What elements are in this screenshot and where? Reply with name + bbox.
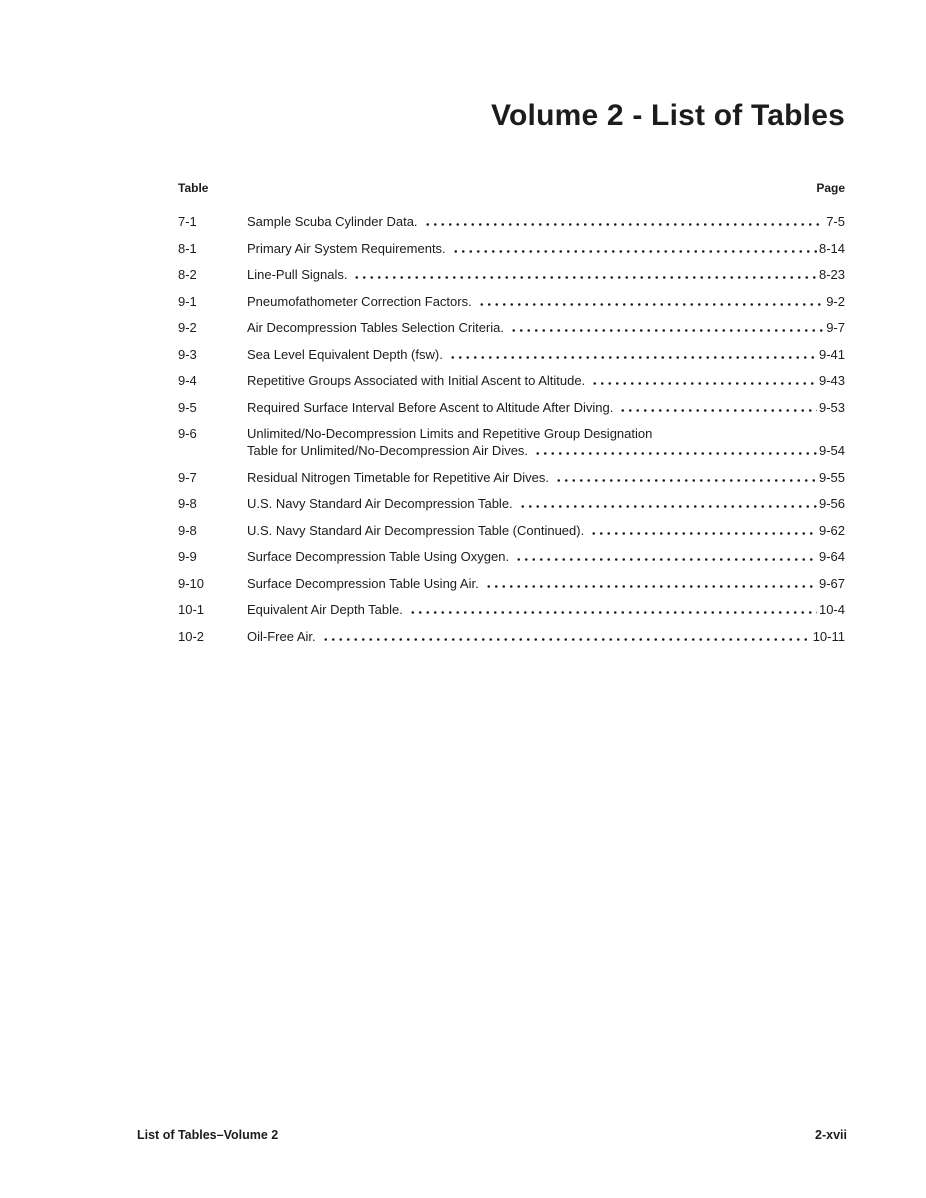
toc-entry-number: 9-6 (178, 426, 197, 441)
toc-row (178, 266, 845, 283)
toc-list (178, 213, 845, 654)
dot-leader (591, 372, 817, 389)
toc-entry-title: Unlimited/No-Decompression Limits and Repetitive Group Designation (247, 426, 653, 441)
toc-entry-line (247, 548, 845, 565)
toc-entry-page: 9-43 (818, 373, 845, 388)
toc-row (178, 522, 845, 539)
toc-entry-number: 9-3 (178, 346, 197, 362)
toc-entry-content (247, 548, 845, 565)
toc-entry-line (247, 442, 845, 459)
dot-leader (424, 213, 825, 230)
toc-entry-line (247, 346, 845, 363)
toc-row (178, 425, 845, 459)
toc-entry-number: 9-7 (178, 469, 197, 485)
toc-entry-number: 10-1 (178, 602, 205, 617)
toc-entry-number: 9-5 (178, 399, 197, 415)
toc-row (178, 469, 845, 486)
column-header-page: Page (816, 181, 845, 195)
toc-entry-line (247, 372, 845, 389)
toc-row (178, 548, 845, 565)
toc-entry-content (247, 240, 845, 257)
dot-leader (322, 628, 811, 645)
toc-entry-number: 9-1 (178, 293, 197, 309)
dot-leader (515, 548, 817, 565)
toc-entry-number: 9-10 (178, 575, 205, 591)
toc-entry-number: 8-1 (178, 240, 197, 256)
toc-entry-content (247, 213, 845, 230)
dot-leader (534, 442, 817, 459)
toc-entry-number: 9-8 (178, 522, 197, 538)
dot-leader (510, 319, 824, 336)
dot-leader (478, 293, 824, 310)
footer-document-label: List of Tables–Volume 2 (137, 1128, 279, 1142)
toc-entry-page: 9-56 (818, 496, 845, 511)
dot-leader (452, 240, 817, 257)
toc-entry-line (247, 266, 845, 283)
toc-entry-page: 9-54 (818, 443, 845, 458)
toc-entry-content (247, 399, 845, 416)
toc-entry-line (247, 213, 845, 230)
dot-leader (353, 266, 817, 283)
toc-entry-content (247, 346, 845, 363)
toc-entry-line (247, 522, 845, 539)
toc-row (178, 372, 845, 389)
dot-leader (590, 522, 817, 539)
toc-entry-line (247, 425, 845, 442)
toc-row (178, 213, 845, 230)
toc-entry-page: 9-41 (818, 346, 845, 362)
footer-page-number: 2-xvii (815, 1128, 847, 1142)
toc-entry-content (247, 293, 845, 310)
toc-entry-page: 9-62 (818, 522, 845, 538)
toc-entry-number: 9-9 (178, 549, 197, 564)
toc-entry-line (247, 495, 845, 512)
toc-row (178, 293, 845, 310)
toc-row (178, 495, 845, 512)
toc-entry-number: 9-4 (178, 373, 197, 388)
toc-entry-line (247, 293, 845, 310)
toc-entry-title: Equivalent Air Depth Table. (247, 602, 403, 617)
toc-entry-page: 9-53 (818, 399, 845, 415)
dot-leader (555, 469, 817, 486)
toc-entry-page: 9-67 (818, 575, 845, 591)
toc-entry-title: U.S. Navy Standard Air Decompression Table. (247, 496, 513, 511)
toc-entry-line (247, 240, 845, 257)
dot-leader (519, 495, 817, 512)
toc-row (178, 628, 845, 645)
toc-entry-page: 9-55 (818, 469, 845, 485)
toc-entry-line (247, 575, 845, 592)
page-title: Volume 2 - List of Tables (491, 99, 845, 132)
toc-entry-content (247, 495, 845, 512)
toc-entry-number: 9-2 (178, 320, 197, 335)
toc-entry-title: Line-Pull Signals. (247, 267, 348, 282)
page-footer (137, 1128, 847, 1143)
toc-entry-line (247, 399, 845, 416)
toc-entry-title: U.S. Navy Standard Air Decompression Table (Continued). (247, 522, 585, 538)
toc-entry-line (247, 601, 845, 618)
toc-entry-title: Residual Nitrogen Timetable for Repetitive Air Dives. (247, 469, 550, 485)
dot-leader (485, 575, 817, 592)
toc-row (178, 240, 845, 257)
toc-entry-content (247, 372, 845, 389)
toc-entry-number: 8-2 (178, 267, 197, 282)
toc-entry-content (247, 266, 845, 283)
toc-entry-page: 10-11 (812, 628, 845, 644)
toc-entry-page: 10-4 (818, 602, 845, 617)
toc-entry-page: 9-2 (826, 293, 845, 309)
dot-leader (619, 399, 817, 416)
dot-leader (449, 346, 817, 363)
toc-entry-content (247, 601, 845, 618)
toc-entry-title: Oil-Free Air. (247, 628, 316, 644)
toc-entry-number: 10-2 (178, 628, 205, 644)
toc-row (178, 319, 845, 336)
toc-entry-content (247, 628, 845, 645)
toc-entry-title: Pneumofathometer Correction Factors. (247, 293, 472, 309)
toc-entry-page: 9-7 (826, 320, 845, 335)
toc-entry-content (247, 469, 845, 486)
toc-entry-content (247, 425, 845, 459)
toc-row (178, 346, 845, 363)
toc-entry-line (247, 319, 845, 336)
toc-entry-title: Required Surface Interval Before Ascent to Altitude After Diving. (247, 399, 614, 415)
toc-entry-title: Repetitive Groups Associated with Initial Ascent to Altitude. (247, 373, 586, 388)
column-header-table: Table (178, 181, 209, 195)
toc-entry-title: Sample Scuba Cylinder Data. (247, 214, 418, 229)
toc-row (178, 575, 845, 592)
toc-entry-title: Surface Decompression Table Using Oxygen. (247, 549, 510, 564)
toc-row (178, 601, 845, 618)
toc-row (178, 399, 845, 416)
dot-leader (409, 601, 817, 618)
toc-entry-page: 7-5 (826, 214, 845, 229)
toc-entry-content (247, 319, 845, 336)
column-headers (178, 181, 845, 195)
toc-entry-line (247, 628, 845, 645)
toc-entry-title: Air Decompression Tables Selection Criteria. (247, 320, 504, 335)
toc-entry-title: Primary Air System Requirements. (247, 240, 446, 256)
toc-entry-content (247, 522, 845, 539)
toc-entry-title: Sea Level Equivalent Depth (fsw). (247, 346, 443, 362)
toc-entry-page: 9-64 (818, 549, 845, 564)
toc-entry-title: Surface Decompression Table Using Air. (247, 575, 479, 591)
toc-entry-line (247, 469, 845, 486)
toc-entry-page: 8-23 (818, 267, 845, 282)
toc-entry-page: 8-14 (818, 240, 845, 256)
toc-entry-number: 9-8 (178, 496, 197, 511)
toc-entry-number: 7-1 (178, 214, 197, 229)
toc-entry-title: Table for Unlimited/No-Decompression Air Dives. (247, 443, 529, 458)
toc-entry-content (247, 575, 845, 592)
